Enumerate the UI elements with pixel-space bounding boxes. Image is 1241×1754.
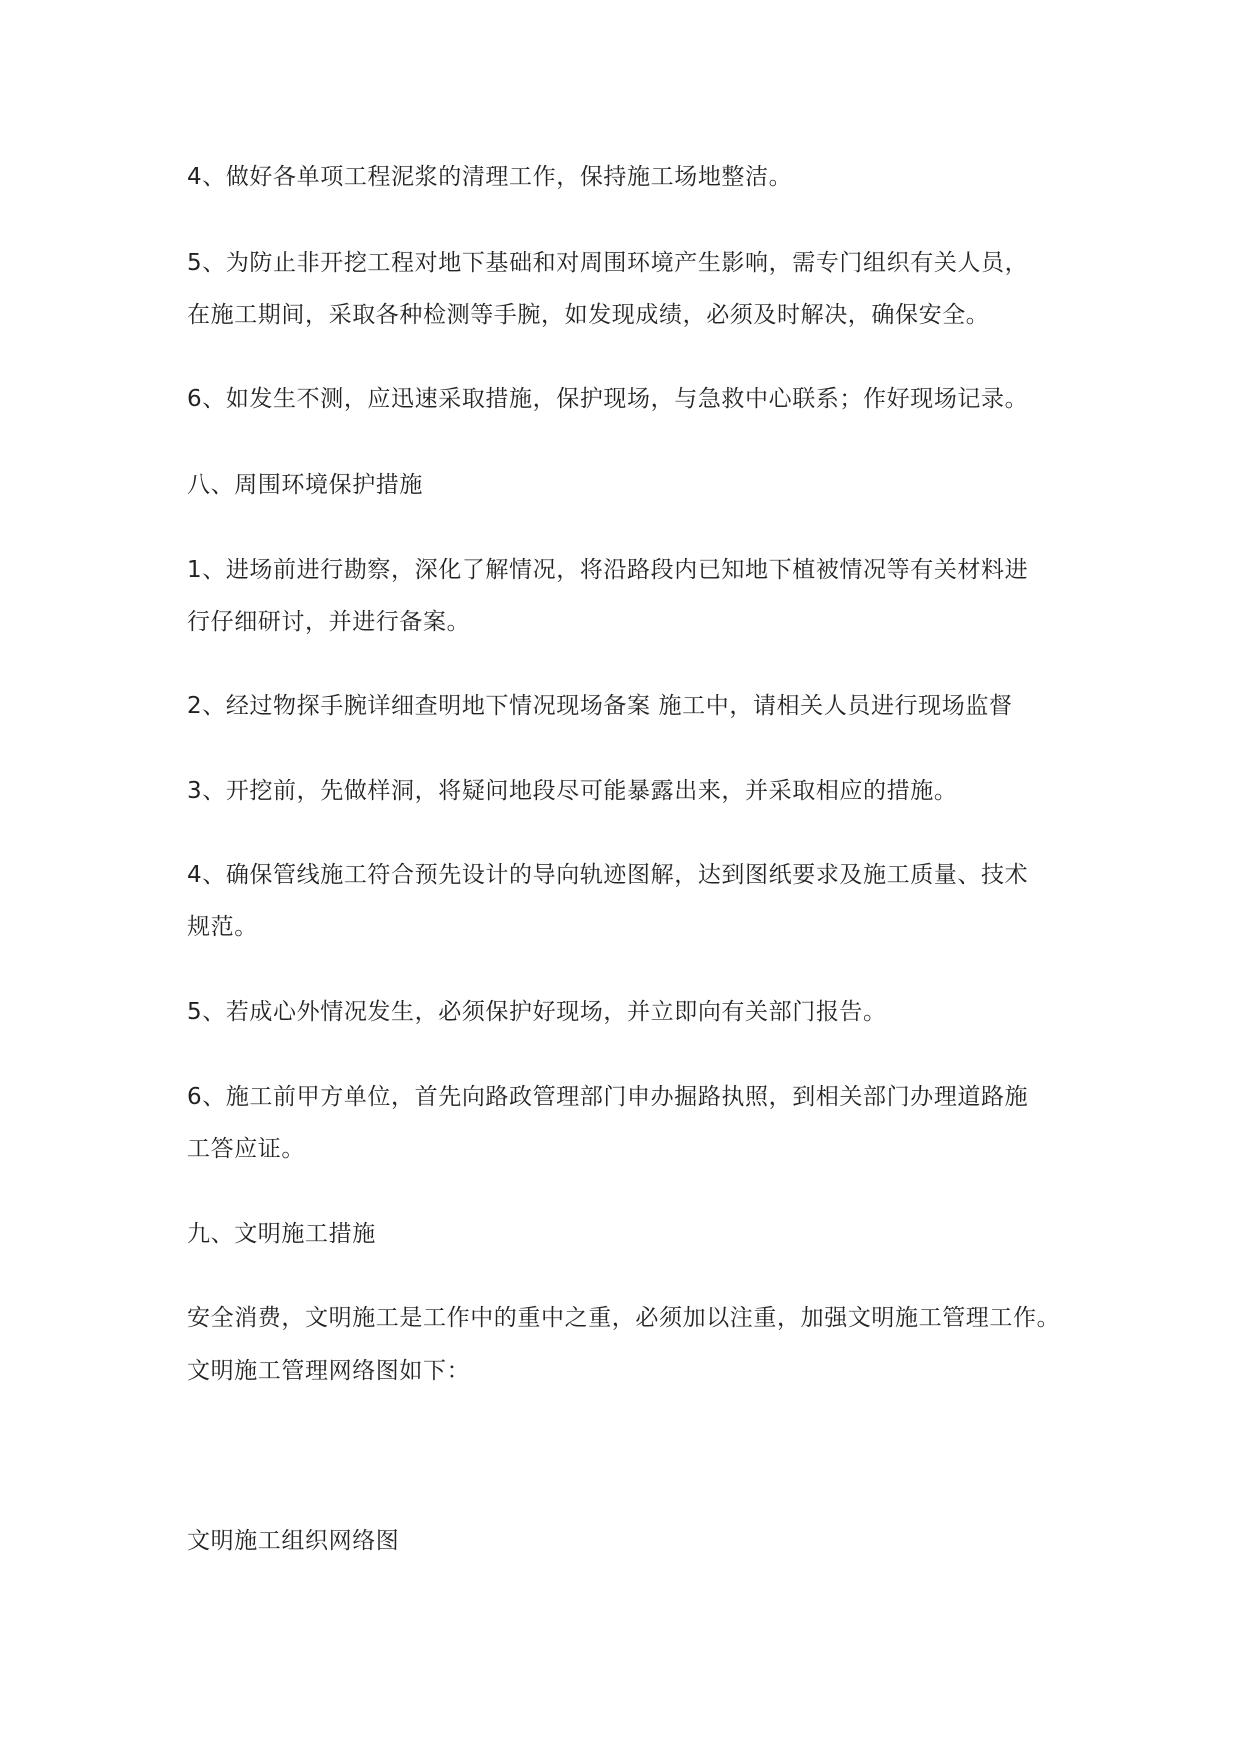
paragraph-12-line-2: 文明施工管理网络图如下： [187, 1358, 471, 1384]
paragraph-9-line-1: 5、若成心外情况发生，必须保护好现场，并立即向有关部门报告。 [187, 999, 887, 1025]
figure-caption: 文明施工组织网络图 [187, 1528, 400, 1554]
section-heading-9: 九、文明施工措施 [187, 1221, 376, 1247]
paragraph-1-line-1: 4、做好各单项工程泥浆的清理工作，保持施工场地整洁。 [187, 164, 793, 190]
paragraph-5-line-2: 行仔细研讨，并进行备案。 [187, 609, 471, 635]
paragraph-6-line-1: 2、经过物探手腕详细查明地下情况现场备案 施工中，请相关人员进行现场监督 [187, 693, 1013, 719]
paragraph-10-line-1: 6、施工前甲方单位，首先向路政管理部门申办掘路执照，到相关部门办理道路施 [187, 1084, 1029, 1110]
section-heading-8: 八、周围环境保护措施 [187, 472, 423, 498]
paragraph-7-line-1: 3、开挖前，先做样洞，将疑问地段尽可能暴露出来，并采取相应的措施。 [187, 778, 958, 804]
paragraph-2-line-2: 在施工期间，采取各种检测等手腕，如发现成绩，必须及时解决，确保安全。 [187, 302, 990, 328]
paragraph-2-line-1: 5、为防止非开挖工程对地下基础和对周围环境产生影响，需专门组织有关人员， [187, 250, 1029, 276]
paragraph-3-line-1: 6、如发生不测，应迅速采取措施，保护现场，与急救中心联系；作好现场记录。 [187, 386, 1029, 412]
paragraph-8-line-2: 规范。 [187, 914, 258, 940]
paragraph-8-line-1: 4、确保管线施工符合预先设计的导向轨迹图解，达到图纸要求及施工质量、技术 [187, 862, 1029, 888]
paragraph-10-line-2: 工答应证。 [187, 1136, 305, 1162]
paragraph-12-line-1: 安全消费，文明施工是工作中的重中之重，必须加以注重，加强文明施工管理工作。 [187, 1305, 1061, 1331]
paragraph-5-line-1: 1、进场前进行勘察，深化了解情况，将沿路段内已知地下植被情况等有关材料进 [187, 557, 1029, 583]
